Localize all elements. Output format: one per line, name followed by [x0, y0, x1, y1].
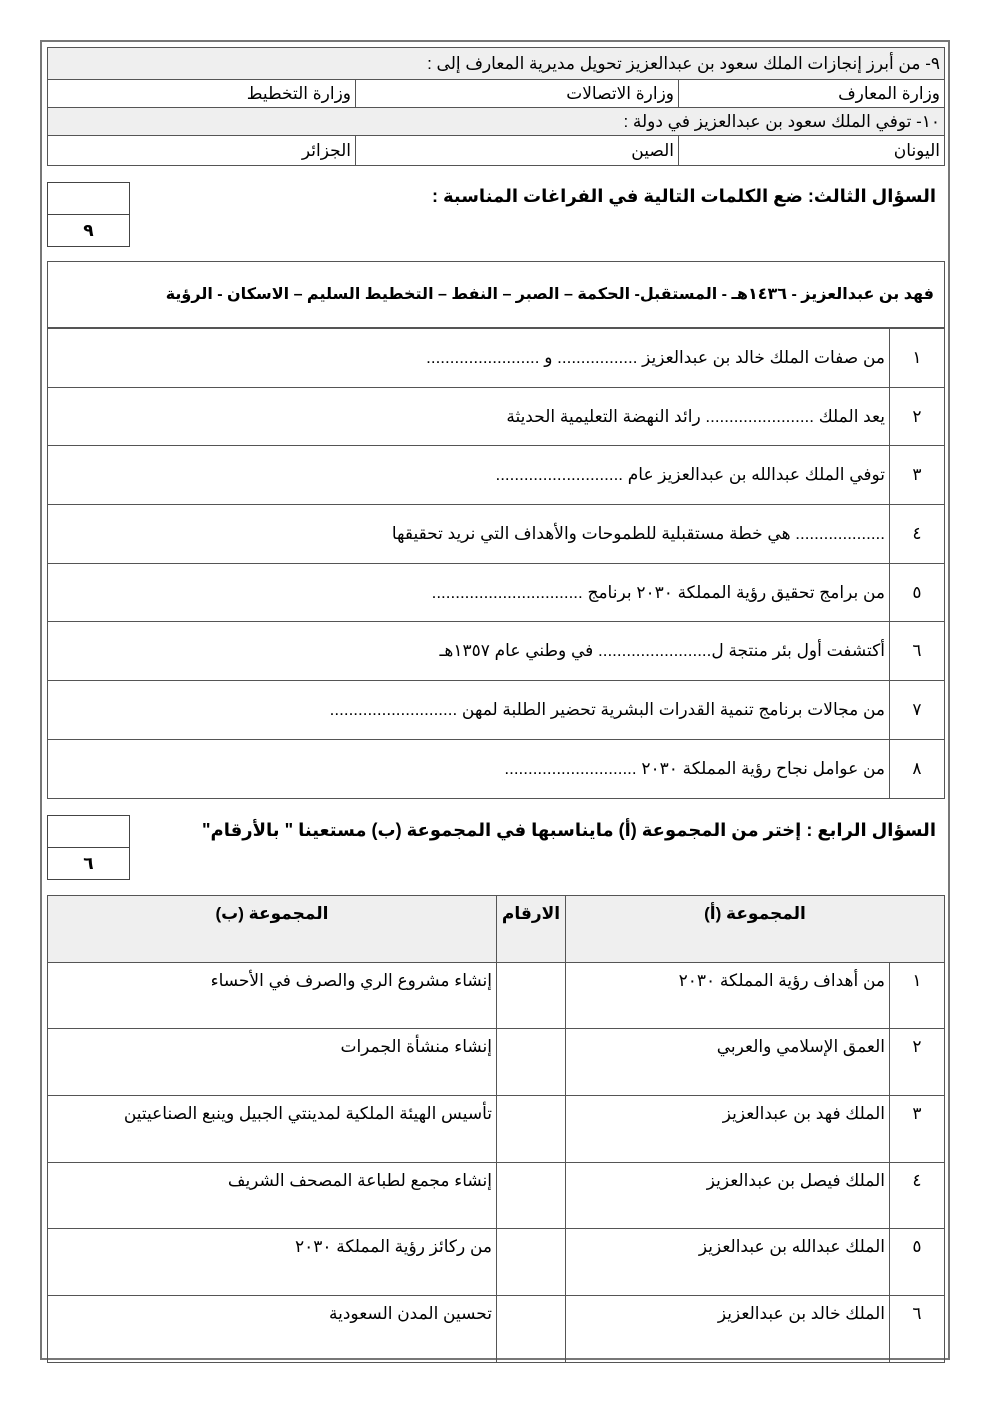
- q4-score-box: [47, 815, 130, 880]
- answer-number-cell[interactable]: [497, 1029, 566, 1096]
- answer-number-cell[interactable]: [497, 1229, 566, 1296]
- q3-title: السؤال الثالث: ضع الكلمات التالية في الفراغات المناسبة :: [431, 186, 936, 206]
- match-row: [48, 962, 945, 1029]
- q4-title: السؤال الرابع : إختر من المجموعة (أ) مايناسبها في المجموعة (ب) مستعينا " بالأرقام": [202, 820, 936, 840]
- blank-sentence[interactable]: من صفات الملك خالد بن عبدالعزيز ................. و ........................: [48, 329, 890, 388]
- item-number: ٧: [890, 681, 945, 740]
- numbers-header: الارقام: [497, 896, 566, 963]
- match-row: [48, 1162, 945, 1229]
- answer-number-cell[interactable]: [497, 1296, 566, 1363]
- match-row: [48, 1296, 945, 1363]
- row-number: ٣: [890, 1096, 945, 1163]
- q9-option: وزارة الاتصالات: [356, 80, 679, 108]
- row-number: ١: [890, 962, 945, 1029]
- answer-number-cell[interactable]: [497, 1096, 566, 1163]
- row-number: ٦: [890, 1296, 945, 1363]
- blank-row: [48, 505, 945, 564]
- blank-row: [48, 387, 945, 446]
- group-a-item: العمق الإسلامي والعربي: [566, 1029, 890, 1096]
- row-number: ٤: [890, 1162, 945, 1229]
- answer-number-cell[interactable]: [497, 1162, 566, 1229]
- group-b-item: إنشاء منشأة الجمرات: [48, 1029, 497, 1096]
- q9-text: ٩- من أبرز إنجازات الملك سعود بن عبدالعزيز تحويل مديرية المعارف إلى :: [48, 48, 945, 80]
- row-number: ٢: [890, 1029, 945, 1096]
- group-b-item: تحسين المدن السعودية: [48, 1296, 497, 1363]
- q9-option: وزارة المعارف: [679, 80, 945, 108]
- blank-sentence[interactable]: أكتشفت أول بئر منتجة ل........................ في وطني عام ١٣٥٧هـ: [48, 622, 890, 681]
- q3-score: ٩: [83, 221, 94, 240]
- group-a-item: من أهداف رؤية المملكة ٢٠٣٠: [566, 962, 890, 1029]
- blank-row: [48, 563, 945, 622]
- matching-table: [47, 895, 945, 1363]
- match-row: [48, 1229, 945, 1296]
- q10-option: الصين: [356, 136, 679, 166]
- q10-option: الجزائر: [48, 136, 356, 166]
- match-row: [48, 1096, 945, 1163]
- q3-score-box: [47, 182, 130, 247]
- blank-sentence[interactable]: توفي الملك عبدالله بن عبدالعزيز عام ...........................: [48, 446, 890, 505]
- item-number: ٨: [890, 739, 945, 798]
- fill-blanks-table: [47, 328, 945, 799]
- group-a-item: الملك فيصل بن عبدالعزيز: [566, 1162, 890, 1229]
- q10-text: ١٠- توفي الملك سعود بن عبدالعزيز في دولة :: [48, 108, 945, 136]
- item-number: ٣: [890, 446, 945, 505]
- group-b-item: إنشاء مجمع لطباعة المصحف الشريف: [48, 1162, 497, 1229]
- blank-sentence[interactable]: ................... هي خطة مستقبلية للطموحات والأهداف التي نريد تحقيقها: [48, 505, 890, 564]
- blank-row: [48, 681, 945, 740]
- blank-row: [48, 622, 945, 681]
- group-b-item: من ركائز رؤية المملكة ٢٠٣٠: [48, 1229, 497, 1296]
- item-number: ٥: [890, 563, 945, 622]
- item-number: ١: [890, 329, 945, 388]
- q9-option: وزارة التخطيط: [48, 80, 356, 108]
- group-b-header: المجموعة (ب): [48, 896, 497, 963]
- item-number: ٢: [890, 387, 945, 446]
- word-bank: فهد بن عبدالعزيز - ١٤٣٦هـ - المستقبل- الحكمة – الصبر – النفط – التخطيط السليم – الاسكان - الرؤية: [47, 261, 945, 328]
- item-number: ٤: [890, 505, 945, 564]
- blank-row: [48, 739, 945, 798]
- group-a-item: الملك فهد بن عبدالعزيز: [566, 1096, 890, 1163]
- q4-score: ٦: [83, 854, 94, 873]
- blank-sentence[interactable]: من مجالات برنامج تنمية القدرات البشرية تحضير الطلبة لمهن ...........................: [48, 681, 890, 740]
- group-a-item: الملك عبدالله بن عبدالعزيز: [566, 1229, 890, 1296]
- group-a-item: الملك خالد بن عبدالعزيز: [566, 1296, 890, 1363]
- row-number: ٥: [890, 1229, 945, 1296]
- blank-sentence[interactable]: يعد الملك ....................... رائد النهضة التعليمية الحديثة: [48, 387, 890, 446]
- mcq-table: [47, 47, 945, 166]
- item-number: ٦: [890, 622, 945, 681]
- blank-row: [48, 446, 945, 505]
- answer-number-cell[interactable]: [497, 962, 566, 1029]
- group-b-item: تأسيس الهيئة الملكية لمدينتي الجبيل وينبع الصناعيتين: [48, 1096, 497, 1163]
- blank-sentence[interactable]: من برامج تحقيق رؤية المملكة ٢٠٣٠ برنامج ................................: [48, 563, 890, 622]
- blank-row: [48, 329, 945, 388]
- match-row: [48, 1029, 945, 1096]
- q10-option: اليونان: [679, 136, 945, 166]
- group-a-header: المجموعة (أ): [566, 896, 945, 963]
- blank-sentence[interactable]: من عوامل نجاح رؤية المملكة ٢٠٣٠ ............................: [48, 739, 890, 798]
- group-b-item: إنشاء مشروع الري والصرف في الأحساء: [48, 962, 497, 1029]
